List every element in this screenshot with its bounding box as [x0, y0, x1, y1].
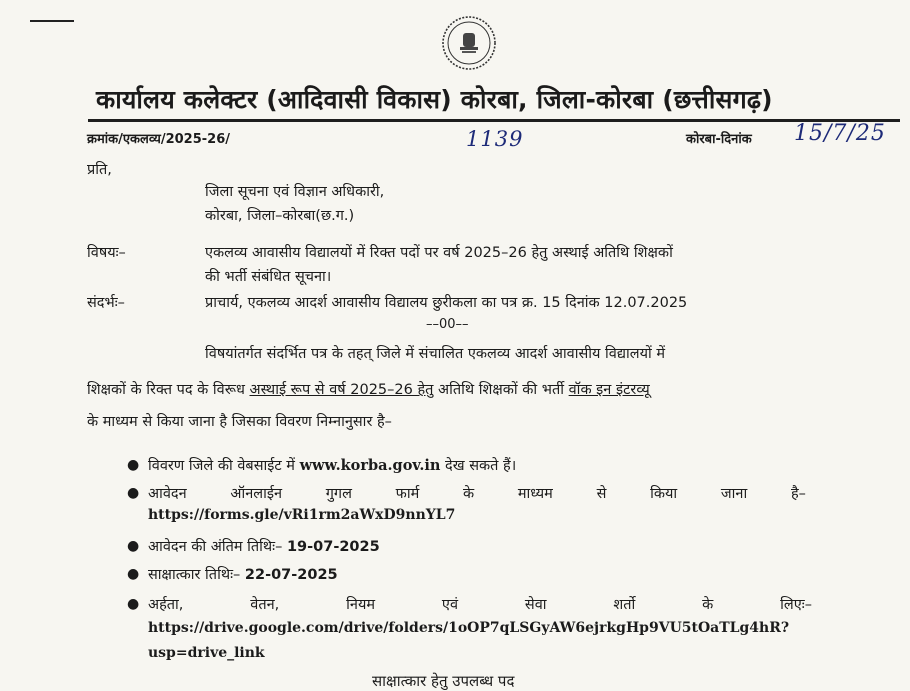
item2-word: ऑनलाईन [230, 486, 283, 502]
subject-line-2: की भर्ती संबंधित सूचना। [205, 269, 332, 285]
body-paragraph-line-1: विषयांतर्गत संदर्भित पत्र के तहत् जिले में संचालित एकलव्य आदर्श आवासीय विद्यालयों में [205, 346, 666, 362]
bullet-item-eligibility [148, 594, 812, 616]
handwritten-date: 15/7/25 [794, 121, 886, 146]
item5-word: अर्हता, [148, 597, 184, 613]
bullet-item-interview-date [148, 564, 338, 586]
para2-text-a: शिक्षकों के रिक्त पद के विरूध [87, 382, 250, 398]
bullet-item-website [148, 455, 516, 477]
item2-word: जाना [720, 486, 748, 502]
interview-date-label: साक्षात्कार तिथिः– [148, 567, 245, 583]
para2-text-b: अतिथि शिक्षकों की भर्ती [433, 382, 569, 398]
bullet-icon: ● [127, 485, 140, 501]
recipient-line-1: जिला सूचना एवं विज्ञान अधिकारी, [205, 184, 385, 200]
item2-word: किया [650, 486, 678, 502]
handwritten-reference-number: 1139 [466, 127, 524, 151]
separator: ––00–– [426, 317, 469, 332]
state-emblem-seal [441, 15, 497, 71]
section-heading: साक्षात्कार हेतु उपलब्ध पद [372, 672, 515, 690]
item2-word: आवेदन [148, 486, 187, 502]
drive-link-line-1[interactable]: https://drive.google.com/drive/folders/1oOP7qLSGyAW6ejrkgHp9VU5tOaTLg4hR? [148, 620, 790, 636]
recipient-line-2: कोरबा, जिला–कोरबा(छ.ग.) [205, 208, 355, 224]
pen-mark-dash [30, 20, 74, 22]
header-rule [88, 119, 900, 122]
bullet-item-google-form [148, 483, 806, 505]
item1-text-a: विवरण जिले की वेबसाईट में [148, 458, 300, 474]
subject-line-1: एकलव्य आवासीय विद्यालयों में रिक्त पदों पर वर्ष 2025–26 हेतु अस्थाई अतिथि शिक्षकों [205, 245, 673, 261]
item5-word: वेतन, [250, 597, 280, 613]
google-form-link[interactable]: https://forms.gle/vRi1rm2aWxD9nnYL7 [148, 507, 456, 523]
item5-word: शर्तो [613, 597, 636, 613]
body-paragraph-line-3: के माध्यम से किया जाना है जिसका विवरण निम्नानुसार है– [87, 414, 392, 430]
item2-word: से [596, 486, 607, 502]
item5-word: नियम [346, 597, 376, 613]
item2-word: गुगल [325, 486, 352, 502]
item2-word: के [463, 486, 475, 502]
reference-text: प्राचार्य, एकलव्य आदर्श आवासीय विद्यालय छुरीकला का पत्र क्र. 15 दिनांक 12.07.2025 [205, 295, 688, 311]
reference-number-label: क्रमांक/एकलव्य/2025-26/ [87, 132, 230, 147]
bullet-icon: ● [127, 596, 140, 612]
para2-underlined-temporary: अस्थाई रूप से वर्ष 2025–26 हेतु [249, 382, 434, 398]
website-link[interactable]: www.korba.gov.in [299, 457, 441, 474]
reference-label: संदर्भः– [87, 295, 125, 311]
item1-text-b: देख सकते हैं। [440, 458, 517, 474]
bullet-icon: ● [127, 538, 140, 554]
item5-word: लिएः– [780, 597, 812, 613]
place-date-label: कोरबा-दिनांक [686, 132, 752, 147]
subject-label: विषयः– [87, 245, 126, 261]
bullet-icon: ● [127, 457, 140, 473]
item2-word: फार्म [395, 486, 420, 502]
office-title: कार्यालय कलेक्टर (आदिवासी विकास) कोरबा, जिला-कोरबा (छत्तीसगढ़) [96, 85, 773, 114]
last-date-label: आवेदन की अंतिम तिथिः– [148, 539, 287, 555]
item2-word: है– [790, 486, 806, 502]
bullet-icon: ● [127, 566, 140, 582]
item5-word: एवं [441, 597, 459, 613]
item2-word: माध्यम [517, 486, 553, 502]
bullet-item-last-date [148, 536, 380, 558]
para2-underlined-walk-in: वॉक इन इंटरव्यू [568, 382, 650, 398]
recipient-salutation: प्रति, [87, 162, 112, 178]
drive-link-line-2[interactable]: usp=drive_link [148, 645, 265, 661]
item5-word: सेवा [524, 597, 547, 613]
interview-date-value: 22-07-2025 [244, 567, 338, 583]
item5-word: के [702, 597, 714, 613]
last-date-value: 19-07-2025 [286, 539, 380, 555]
body-paragraph-line-2 [87, 379, 650, 401]
